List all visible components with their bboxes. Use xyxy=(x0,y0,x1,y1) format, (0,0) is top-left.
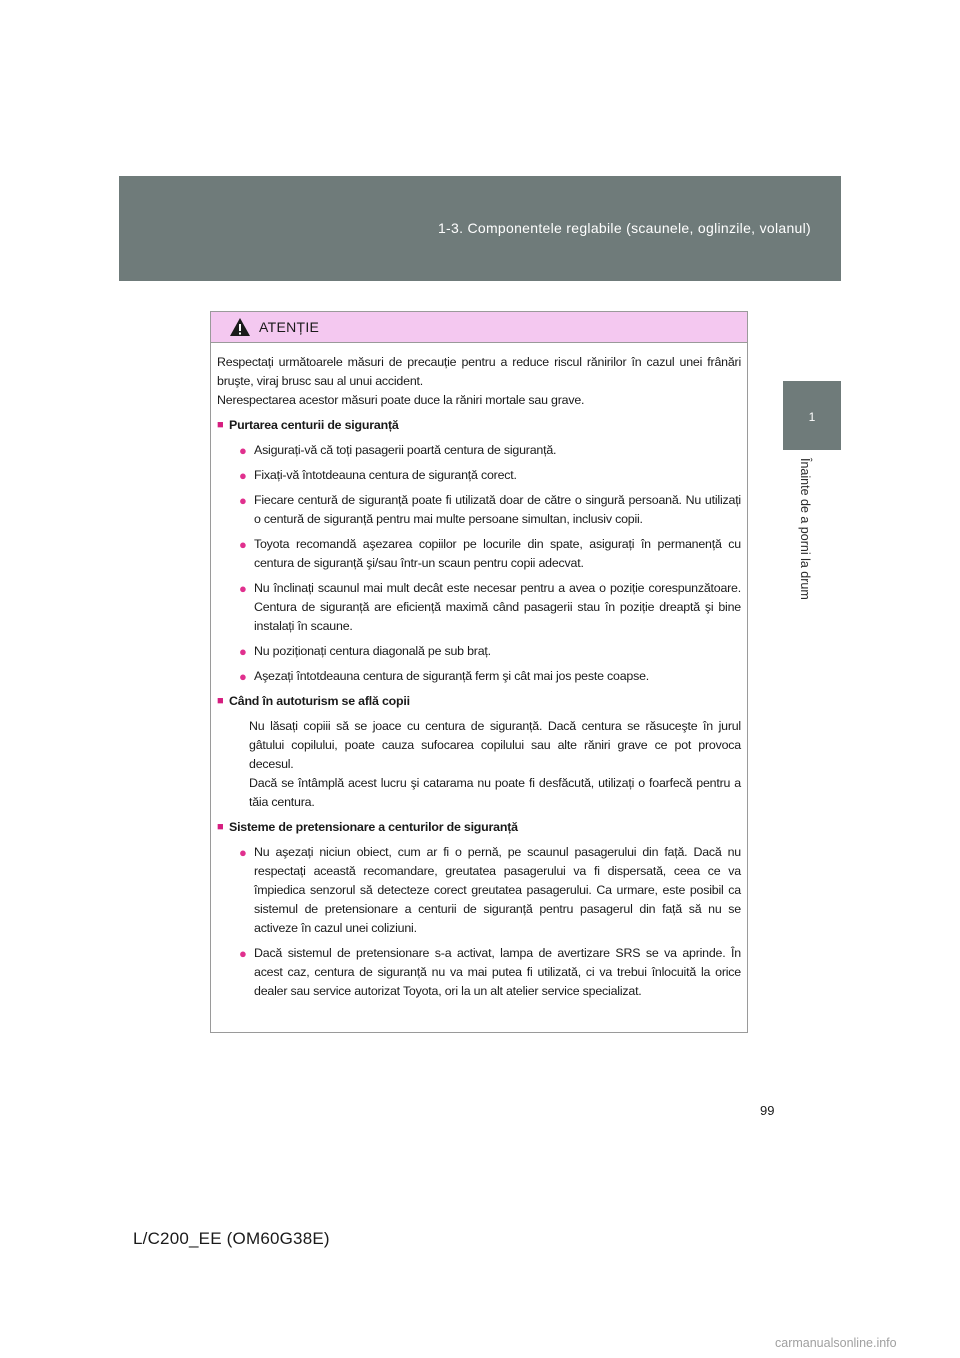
square-bullet-icon: ■ xyxy=(217,419,224,431)
caution-title: ATENȚIE xyxy=(259,319,320,335)
page-number: 99 xyxy=(760,1103,775,1118)
chapter-header-band xyxy=(119,176,841,281)
caution-header xyxy=(211,312,747,343)
list-item: ● Asigurați-vă că toți pasagerii poartă centura de siguranță. xyxy=(239,443,557,458)
list-item: ● Fixați-vă întotdeauna centura de siguranță corect. xyxy=(239,468,517,483)
watermark-text[interactable]: carmanualsonline.info xyxy=(775,1336,897,1350)
chapter-title: 1-3. Componentele reglabile (scaunele, oglinzile, volanul) xyxy=(437,220,811,236)
circle-bullet-icon: ● xyxy=(239,537,247,552)
square-bullet-icon: ■ xyxy=(217,821,224,833)
caution-box xyxy=(210,311,748,1033)
section-heading: ■ Purtarea centurii de siguranță xyxy=(217,416,741,435)
circle-bullet-icon: ● xyxy=(239,644,247,659)
warning-triangle-icon xyxy=(229,317,251,337)
circle-bullet-icon: ● xyxy=(239,946,247,961)
list-item: ● Nu aşezați niciun obiect, cum ar fi o pernă, pe scaunul pasagerului din față. Dacă nu respectați această recomandare, greutatea pasagerului va fi dispersată, ceea ce va împiedica senzorul să detecteze corect greutatea pasagerului. Ca urmare, este posibil ca sistemul de pretensionare a centurii de siguranță pentru pasagerul din față să nu se activeze în cazul unei coliziuni. xyxy=(239,845,741,935)
list-item: ● Fiecare centură de siguranță poate fi utilizată doar de către o singură persoană. Nu utilizați o centură de siguranță pentru mai multe persoane simultan, inclusiv copii. xyxy=(239,493,741,526)
list-item: ● Nu poziționați centura diagonală pe sub braț. xyxy=(239,644,491,659)
list-item: ● Toyota recomandă aşezarea copiilor pe locurile din spate, asigurați în permanență cu centura de siguranță şi/sau într-un scaun pentru copii adecvat. xyxy=(239,537,741,570)
circle-bullet-icon: ● xyxy=(239,669,247,684)
chapter-number: 1 xyxy=(808,410,816,424)
circle-bullet-icon: ● xyxy=(239,845,247,860)
section-heading: ■ Când în autoturism se află copii xyxy=(217,692,741,711)
caution-intro: Respectați următoarele măsuri de precauție pentru a reduce riscul rănirilor în cazul unei frânări bruşte, viraj brusc sau al unui accident. Nerespectarea acestor măsuri poate duce la răniri mortale sau grave. xyxy=(217,355,741,407)
section-paragraph: Nu lăsați copiii să se joace cu centura de siguranță. Dacă centura se răsuceşte în jurul gâtului copilului, poate cauza sufocarea copilului sau alte răniri grave ce pot provoca decesul. Dacă se întâmplă acest lucru şi catarama nu poate fi desfăcută, utilizați o foarfecă pentru a tăia centura. xyxy=(249,719,741,809)
document-code: L/C200_EE (OM60G38E) xyxy=(133,1229,330,1248)
square-bullet-icon: ■ xyxy=(217,695,224,707)
chapter-side-label: Înainte de a porni la drum xyxy=(798,458,812,600)
section-heading: ■ Sisteme de pretensionare a centurilor de siguranță xyxy=(217,818,741,837)
list-item: ● Dacă sistemul de pretensionare s-a activat, lampa de avertizare SRS se va aprinde. În acest caz, centura de siguranță nu va mai putea fi utilizată, ci va trebui înlocuită la orice dealer sau service autorizat Toyota, ori la un alt atelier service specializat. xyxy=(239,946,741,998)
caution-body xyxy=(211,343,747,1001)
circle-bullet-icon: ● xyxy=(239,493,247,508)
chapter-side-tab[interactable] xyxy=(783,381,841,450)
list-item: ● Aşezați întotdeauna centura de siguranță ferm şi cât mai jos peste coapse. xyxy=(239,669,650,684)
circle-bullet-icon: ● xyxy=(239,468,247,483)
circle-bullet-icon: ● xyxy=(239,581,247,596)
circle-bullet-icon: ● xyxy=(239,443,247,458)
list-item: ● Nu înclinați scaunul mai mult decât este necesar pentru a avea o poziție corespunzătoare. Centura de siguranță are eficiență maximă când pasagerii stau în poziție dreaptă şi bine instalați în scaune. xyxy=(239,581,741,633)
